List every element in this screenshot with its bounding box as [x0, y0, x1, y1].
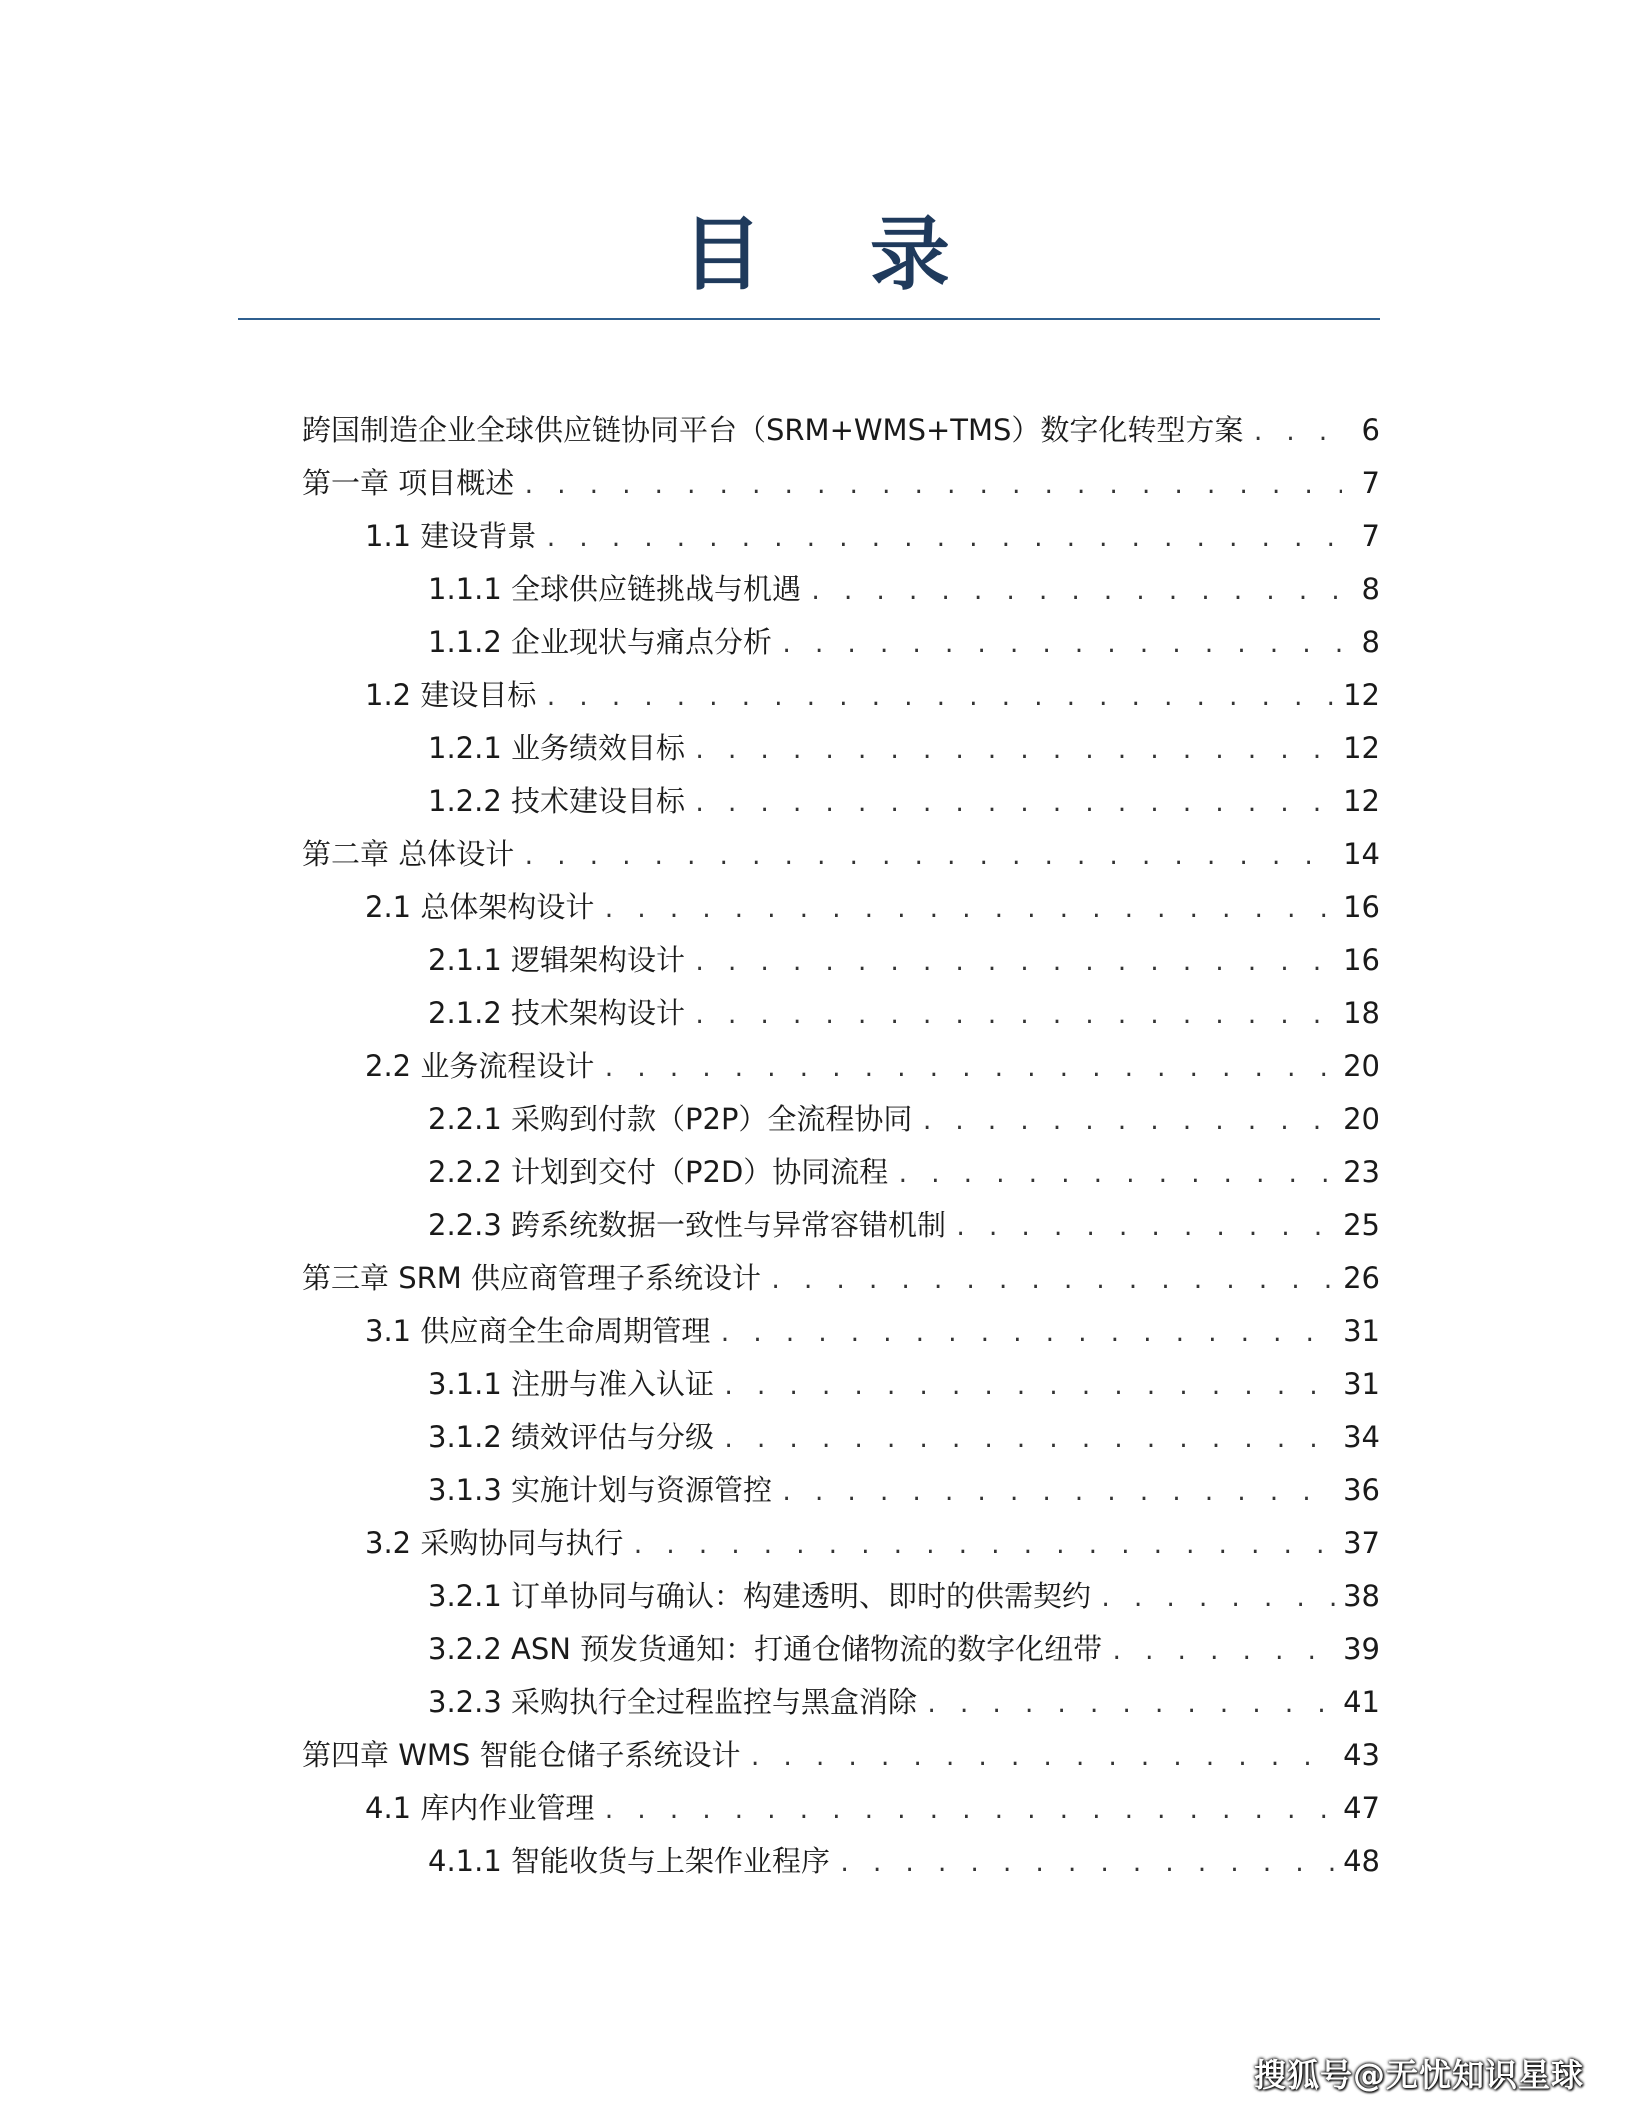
toc-entry-title: 2.1 总体架构设计 [365, 890, 595, 924]
toc-page-number: 12 [1343, 784, 1380, 818]
toc-page-number: 48 [1343, 1844, 1380, 1878]
toc-page-number: 47 [1343, 1791, 1380, 1825]
toc-page-number: 41 [1343, 1685, 1380, 1719]
toc-dot-leader [522, 831, 1335, 884]
toc-entry-title: 2.2.2 计划到交付（P2D）协同流程 [428, 1155, 889, 1189]
toc-entry[interactable] [302, 987, 1380, 1040]
toc-page-number: 18 [1343, 996, 1380, 1030]
toc-dot-leader [522, 460, 1342, 513]
toc-page-number: 34 [1343, 1420, 1380, 1454]
toc-page-number: 7 [1361, 519, 1380, 553]
toc-dot-leader [896, 1149, 1335, 1202]
toc-entry-title: 1.2.2 技术建设目标 [428, 784, 686, 818]
toc-entry-title: 2.2.1 采购到付款（P2P）全流程协同 [428, 1102, 913, 1136]
toc-dot-leader [631, 1520, 1335, 1573]
toc-dot-leader [718, 1308, 1335, 1361]
toc-dot-leader [809, 566, 1342, 619]
toc-page-number: 12 [1343, 678, 1380, 712]
toc-entry[interactable] [302, 563, 1380, 616]
toc-page-number: 39 [1343, 1632, 1380, 1666]
toc-entry-title: 1.1.2 企业现状与痛点分析 [428, 625, 773, 659]
toc-entry[interactable] [302, 616, 1380, 669]
toc-entry[interactable] [302, 1464, 1380, 1517]
toc-entry-title: 1.2.1 业务绩效目标 [428, 731, 686, 765]
toc-entry-title: 1.1.1 全球供应链挑战与机遇 [428, 572, 802, 606]
toc-page-number: 37 [1343, 1526, 1380, 1560]
toc-page-number: 31 [1343, 1314, 1380, 1348]
toc-page-number: 31 [1343, 1367, 1380, 1401]
toc-entry-title: 第四章 WMS 智能仓储子系统设计 [302, 1738, 741, 1772]
toc-entry[interactable] [302, 881, 1380, 934]
toc-entry[interactable] [302, 457, 1380, 510]
title-divider [238, 318, 1380, 320]
toc-entry[interactable] [302, 1199, 1380, 1252]
toc-entry[interactable] [302, 1570, 1380, 1623]
toc-entry-title: 2.2 业务流程设计 [365, 1049, 595, 1083]
toc-dot-leader [602, 884, 1335, 937]
toc-page-number: 12 [1343, 731, 1380, 765]
toc-dot-leader [693, 778, 1335, 831]
toc-page-number: 36 [1343, 1473, 1380, 1507]
toc-entry[interactable] [302, 1835, 1380, 1888]
toc-entry[interactable] [302, 1146, 1380, 1199]
toc-entry[interactable] [302, 1040, 1380, 1093]
toc-page-number: 26 [1343, 1261, 1380, 1295]
toc-dot-leader [693, 937, 1335, 990]
toc-dot-leader [920, 1096, 1335, 1149]
toc-entry[interactable] [302, 1676, 1380, 1729]
toc-dot-leader [780, 1467, 1335, 1520]
toc-entry-title: 3.2.3 采购执行全过程监控与黑盒消除 [428, 1685, 918, 1719]
toc-entry[interactable] [302, 1305, 1380, 1358]
toc-entry-title: 3.1 供应商全生命周期管理 [365, 1314, 711, 1348]
toc-page-number: 20 [1343, 1102, 1380, 1136]
toc-dot-leader [925, 1679, 1335, 1732]
toc-page-number: 8 [1361, 625, 1380, 659]
toc-entry-title: 4.1.1 智能收货与上架作业程序 [428, 1844, 831, 1878]
toc-entry-title: 4.1 库内作业管理 [365, 1791, 595, 1825]
toc-dot-leader [693, 990, 1335, 1043]
toc-entry[interactable] [302, 1517, 1380, 1570]
page-title: 目 录 [682, 208, 990, 301]
toc-entry-title: 3.1.1 注册与准入认证 [428, 1367, 715, 1401]
toc-page-number: 8 [1361, 572, 1380, 606]
toc-entry-title: 3.2 采购协同与执行 [365, 1526, 624, 1560]
toc-dot-leader [693, 725, 1335, 778]
toc-dot-leader [838, 1838, 1335, 1891]
toc-entry-title: 第三章 SRM 供应商管理子系统设计 [302, 1261, 762, 1295]
toc-page-number: 16 [1343, 943, 1380, 977]
toc-page-number: 43 [1343, 1738, 1380, 1772]
toc-entry[interactable] [302, 775, 1380, 828]
toc-page-number: 38 [1343, 1579, 1380, 1613]
toc-page-number: 23 [1343, 1155, 1380, 1189]
toc-entry-title: 跨国制造企业全球供应链协同平台（SRM+WMS+TMS）数字化转型方案 [302, 413, 1244, 447]
toc-page-number: 16 [1343, 890, 1380, 924]
table-of-contents [302, 404, 1380, 1888]
toc-dot-leader [954, 1202, 1335, 1255]
toc-entry[interactable] [302, 1252, 1380, 1305]
toc-entry-title: 2.2.3 跨系统数据一致性与异常容错机制 [428, 1208, 947, 1242]
toc-entry[interactable] [302, 1729, 1380, 1782]
toc-entry[interactable] [302, 1623, 1380, 1676]
toc-entry[interactable] [302, 510, 1380, 563]
toc-page-number: 14 [1343, 837, 1380, 871]
toc-entry-title: 3.1.3 实施计划与资源管控 [428, 1473, 773, 1507]
toc-dot-leader [544, 513, 1342, 566]
toc-page-number: 25 [1343, 1208, 1380, 1242]
watermark: 搜狐号@无忧知识星球 [1253, 2056, 1584, 2094]
toc-page-number: 20 [1343, 1049, 1380, 1083]
toc-entry-title: 1.1 建设背景 [365, 519, 537, 553]
toc-entry[interactable] [302, 669, 1380, 722]
toc-entry-title: 3.1.2 绩效评估与分级 [428, 1420, 715, 1454]
toc-entry-title: 3.2.1 订单协同与确认：构建透明、即时的供需契约 [428, 1579, 1092, 1613]
toc-entry[interactable] [302, 1782, 1380, 1835]
toc-page-number: 7 [1361, 466, 1380, 500]
toc-dot-leader [749, 1732, 1336, 1785]
toc-dot-leader [1110, 1626, 1335, 1679]
toc-dot-leader [722, 1414, 1335, 1467]
toc-entry-title: 1.2 建设目标 [365, 678, 537, 712]
toc-entry-title: 2.1.2 技术架构设计 [428, 996, 686, 1030]
toc-dot-leader [780, 619, 1342, 672]
toc-entry[interactable] [302, 404, 1380, 457]
toc-entry[interactable] [302, 1411, 1380, 1464]
toc-entry[interactable] [302, 1358, 1380, 1411]
toc-entry[interactable] [302, 934, 1380, 987]
toc-entry-title: 3.2.2 ASN 预发货通知：打通仓储物流的数字化纽带 [428, 1632, 1103, 1666]
toc-dot-leader [544, 672, 1335, 725]
toc-entry-title: 2.1.1 逻辑架构设计 [428, 943, 686, 977]
toc-dot-leader [722, 1361, 1335, 1414]
toc-entry[interactable] [302, 828, 1380, 881]
toc-dot-leader [1099, 1573, 1335, 1626]
toc-entry[interactable] [302, 722, 1380, 775]
toc-dot-leader [602, 1043, 1335, 1096]
toc-dot-leader [602, 1785, 1335, 1838]
toc-dot-leader [1251, 407, 1342, 460]
toc-dot-leader [769, 1255, 1335, 1308]
toc-entry[interactable] [302, 1093, 1380, 1146]
toc-entry-title: 第一章 项目概述 [302, 466, 515, 500]
toc-page-number: 6 [1361, 413, 1380, 447]
toc-entry-title: 第二章 总体设计 [302, 837, 515, 871]
